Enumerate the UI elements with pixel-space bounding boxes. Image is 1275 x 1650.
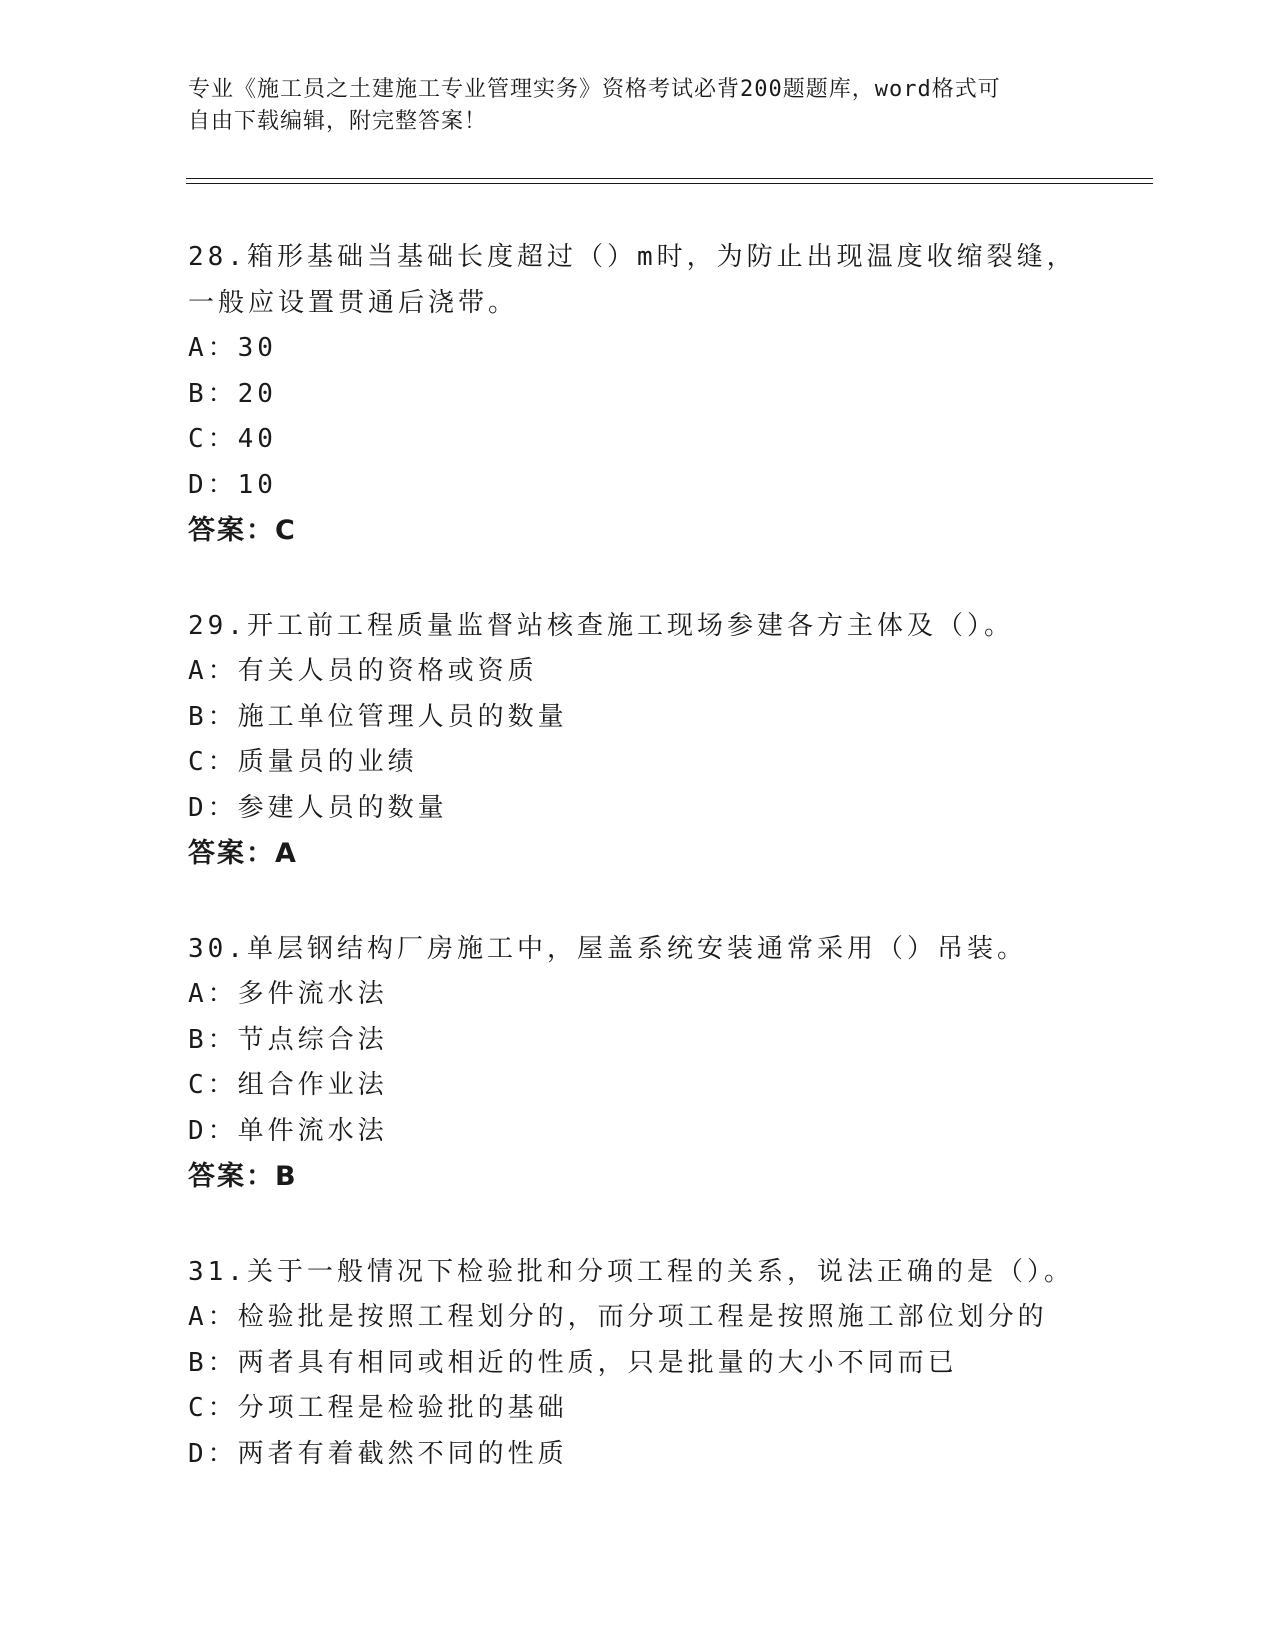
header-line-1: 专业《施工员之土建施工专业管理实务》资格考试必背200题题库，word格式可 (188, 77, 1001, 102)
question-stem: 28.箱形基础当基础长度超过（）m时，为防止出现温度收缩裂缝，一般应设置贯通后浇带。 (188, 242, 1077, 318)
option-d: D：10 (188, 469, 277, 500)
question-31 (188, 1249, 1088, 1477)
header-line-2: 自由下载编辑，附完整答案！ (188, 109, 488, 134)
answer: 答案：A (188, 838, 298, 869)
question-stem: 30.单层钢结构厂房施工中，屋盖系统安装通常采用（）吊装。 (188, 934, 1027, 964)
answer: 答案：C (188, 515, 297, 546)
option-d: D：两者有着截然不同的性质 (188, 1438, 568, 1469)
question-28 (188, 234, 1088, 553)
question-29 (188, 603, 1088, 876)
question-list (188, 234, 1088, 1527)
question-30 (188, 926, 1088, 1199)
option-c: C：组合作业法 (188, 1070, 388, 1100)
option-b: B：20 (188, 378, 277, 409)
option-b: B：两者具有相同或相近的性质，只是批量的大小不同而已 (188, 1347, 958, 1378)
option-a: A：多件流水法 (188, 979, 388, 1009)
option-c: C：分项工程是检验批的基础 (188, 1393, 568, 1423)
option-b: B：节点综合法 (188, 1024, 388, 1055)
option-a: A：30 (188, 333, 277, 363)
header-divider-top (186, 178, 1153, 179)
option-b: B：施工单位管理人员的数量 (188, 701, 568, 732)
question-stem: 29.开工前工程质量监督站核查施工现场参建各方主体及（）。 (188, 611, 1014, 641)
answer: 答案：B (188, 1161, 298, 1192)
header-divider-bottom (186, 183, 1153, 184)
document-header (188, 74, 1088, 138)
option-a: A：有关人员的资格或资质 (188, 656, 538, 686)
option-d: D：单件流水法 (188, 1115, 388, 1146)
option-a: A：检验批是按照工程划分的，而分项工程是按照施工部位划分的 (188, 1302, 1048, 1332)
option-c: C：40 (188, 424, 277, 454)
option-d: D：参建人员的数量 (188, 792, 448, 823)
question-stem: 31.关于一般情况下检验批和分项工程的关系，说法正确的是（）。 (188, 1257, 1074, 1287)
option-c: C：质量员的业绩 (188, 747, 418, 777)
